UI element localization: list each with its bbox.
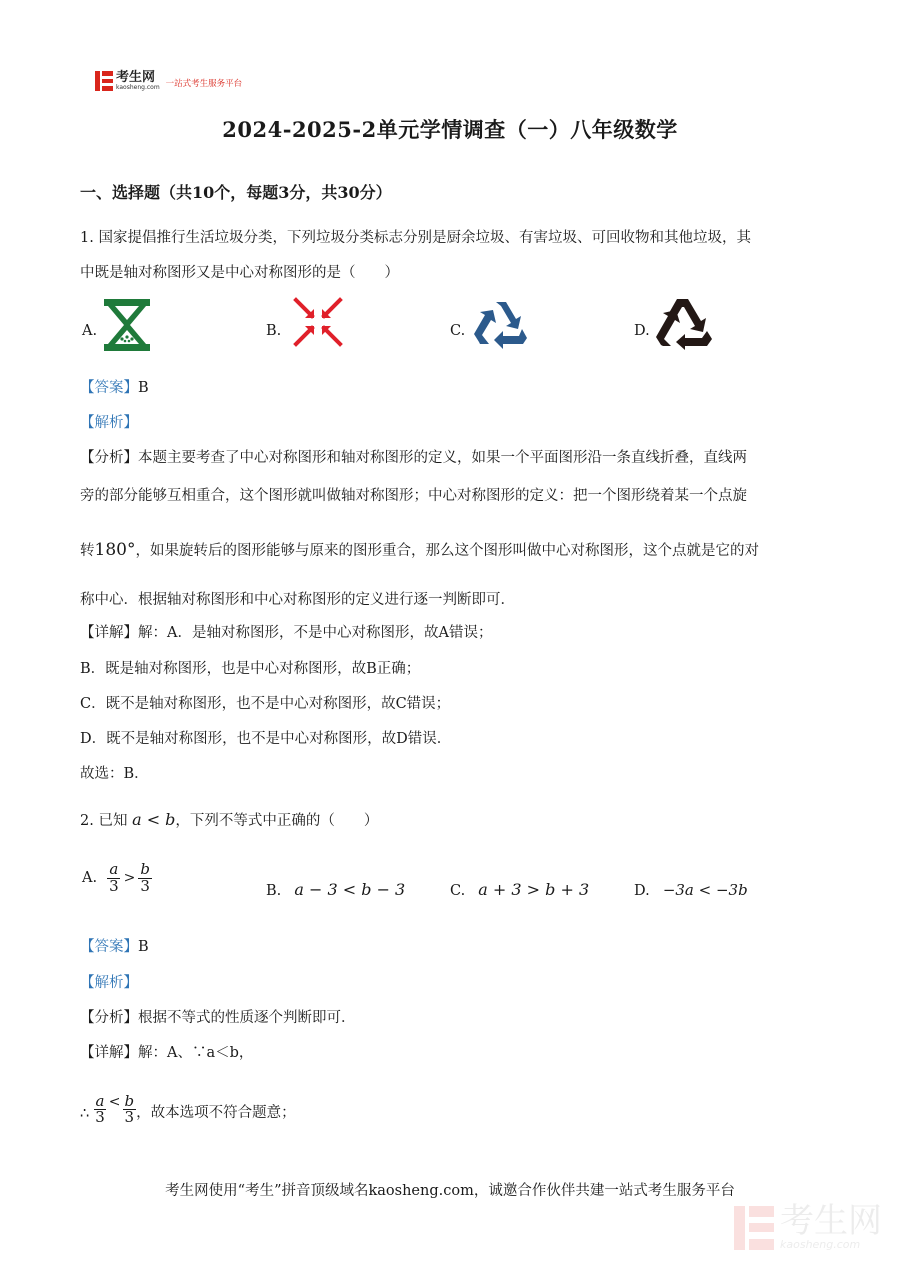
q2-answer-tag: 【答案】 bbox=[80, 939, 138, 955]
watermark-domain: kaosheng.com bbox=[780, 1238, 861, 1251]
q1-fenxi-text3c: ，如果旋转后的图形能够与原来的图形重合，那么这个图形叫做中心对称图形，这个点就是它的对 bbox=[135, 543, 759, 559]
q2-option-d-math: −3a < −3b bbox=[662, 881, 748, 899]
q2-option-a-frac1 bbox=[107, 859, 121, 895]
q2-option-d bbox=[634, 880, 748, 899]
q1-option-a-label: A. bbox=[82, 323, 98, 339]
brand-logo-icon bbox=[95, 71, 113, 91]
document-title: 2024-2025-2单元学情调查（一）八年级数学 bbox=[222, 117, 678, 142]
q1-fenxi-text1: 本题主要考查了中心对称图形和轴对称图形的定义，如果一个平面图形沿一条直线折叠，直线两 bbox=[138, 450, 747, 466]
q2-answer-value: B bbox=[138, 939, 149, 955]
hazardous-waste-icon bbox=[292, 296, 344, 348]
q1-option-c bbox=[450, 320, 465, 339]
q1-detail-line3: C．既不是轴对称图形，也不是中心对称图形，故C错误； bbox=[80, 696, 451, 712]
q1-option-a bbox=[82, 320, 97, 339]
denominator: 3 bbox=[95, 1108, 105, 1127]
q1-fenxi-line4: 称中心．根据轴对称图形和中心对称图形的定义进行逐一判断即可． bbox=[80, 592, 515, 608]
q2-fenxi-tag: 【分析】 bbox=[80, 1010, 138, 1026]
denominator: 3 bbox=[109, 876, 119, 895]
q2-analysis-tag: 【解析】 bbox=[80, 975, 138, 991]
q2-option-b bbox=[266, 880, 405, 899]
q1-fenxi-line3 bbox=[80, 540, 759, 561]
brand-slogan: 一站式考生服务平台 bbox=[165, 79, 243, 89]
q2-option-c-label: C. bbox=[450, 883, 466, 899]
q1-option-d bbox=[634, 320, 650, 339]
q1-fenxi-line2: 旁的部分能够互相重合，这个图形就叫做轴对称图形；中心对称图形的定义：把一个图形绕着某一个点旋 bbox=[80, 488, 747, 504]
numerator: b bbox=[124, 1091, 135, 1110]
q1-fenxi-angle: 180° bbox=[94, 540, 136, 560]
q2-option-b-math: a − 3 < b − 3 bbox=[294, 880, 406, 899]
q2-detail-tail: ，故本选项不符合题意； bbox=[136, 1105, 296, 1121]
numerator: a bbox=[109, 859, 119, 878]
brand-name: 考生网 bbox=[116, 70, 156, 85]
numerator: a bbox=[95, 1091, 105, 1110]
q1-option-d-label: D. bbox=[634, 323, 650, 339]
q2-detail-frac2 bbox=[123, 1091, 137, 1127]
q2-option-c-math: a + 3 > b + 3 bbox=[478, 880, 590, 899]
q1-stem-line1: 1. 国家提倡推行生活垃圾分类，下列垃圾分类标志分别是厨余垃圾、有害垃圾、可回收物和其他垃圾，其 bbox=[80, 230, 751, 246]
q2-detail-frac1 bbox=[93, 1091, 107, 1127]
q2-option-a-op: > bbox=[123, 870, 136, 886]
q2-stem bbox=[80, 810, 378, 831]
q1-detail-tag: 【详解】 bbox=[80, 625, 138, 641]
q1-detail-text1: 解：A．是轴对称图形，不是中心对称图形，故A错误； bbox=[138, 625, 493, 641]
q2-option-a-frac2 bbox=[138, 859, 152, 895]
q2-fenxi-line bbox=[80, 1008, 356, 1028]
numerator: b bbox=[140, 859, 150, 878]
q2-option-a-label: A. bbox=[82, 870, 98, 886]
denominator: 3 bbox=[140, 876, 150, 895]
q2-detail-tag: 【详解】 bbox=[80, 1045, 138, 1061]
q2-option-a bbox=[82, 855, 152, 901]
brand-logo bbox=[95, 71, 242, 91]
q2-fenxi-text: 根据不等式的性质逐个判断即可． bbox=[138, 1010, 356, 1026]
kitchen-waste-icon bbox=[102, 297, 152, 353]
recyclable-icon bbox=[472, 298, 530, 352]
q1-answer-tag: 【答案】 bbox=[80, 380, 138, 396]
q1-stem-line2: 中既是轴对称图形又是中心对称图形的是（ ） bbox=[80, 265, 399, 281]
watermark-logo-icon bbox=[734, 1206, 774, 1250]
section-heading: 一、选择题（共10个，每题3分，共30分） bbox=[80, 183, 392, 202]
q1-fenxi-text3a: 转 bbox=[80, 543, 95, 559]
q2-stem-a: 2. 已知 bbox=[80, 813, 128, 829]
q1-fenxi-line1 bbox=[80, 448, 747, 468]
q1-detail-line4: D．既不是轴对称图形，也不是中心对称图形，故D错误． bbox=[80, 731, 452, 747]
q2-option-b-label: B. bbox=[266, 883, 282, 899]
q2-stem-b: ，下列不等式中正确的（ ） bbox=[175, 813, 379, 829]
watermark-name: 考生网 bbox=[780, 1201, 882, 1241]
q1-option-b-label: B. bbox=[266, 323, 282, 339]
q2-stem-math: a < b bbox=[132, 810, 176, 829]
therefore-symbol: ∴ bbox=[80, 1106, 90, 1122]
q1-choose: 故选：B． bbox=[80, 766, 149, 782]
other-waste-icon bbox=[655, 295, 713, 353]
q2-detail-line1 bbox=[80, 1043, 253, 1063]
brand-domain: kaosheng.com bbox=[116, 84, 160, 91]
q2-detail-text1: 解：A、∵a＜b， bbox=[138, 1045, 254, 1061]
q2-option-d-label: D. bbox=[634, 883, 650, 899]
watermark-logo bbox=[734, 1201, 882, 1251]
q1-fenxi-tag: 【分析】 bbox=[80, 450, 138, 466]
q1-option-b bbox=[266, 320, 281, 339]
q2-detail-op: < bbox=[108, 1094, 121, 1110]
q1-answer-row bbox=[80, 378, 149, 398]
q1-detail-line1 bbox=[80, 623, 492, 643]
denominator: 3 bbox=[124, 1108, 135, 1127]
q1-detail-line2: B．既是轴对称图形，也是中心对称图形，故B正确； bbox=[80, 661, 421, 677]
q1-analysis-tag: 【解析】 bbox=[80, 415, 138, 431]
q2-option-c bbox=[450, 880, 589, 899]
footer-text: 考生网使用“考生”拼音顶级域名kaosheng.com，诚邀合作伙伴共建一站式考生服务平台 bbox=[165, 1183, 735, 1199]
q2-detail-line2 bbox=[80, 1076, 296, 1126]
q2-answer-row bbox=[80, 937, 149, 957]
q1-option-c-label: C. bbox=[450, 323, 466, 339]
q1-answer-value: B bbox=[138, 380, 149, 396]
